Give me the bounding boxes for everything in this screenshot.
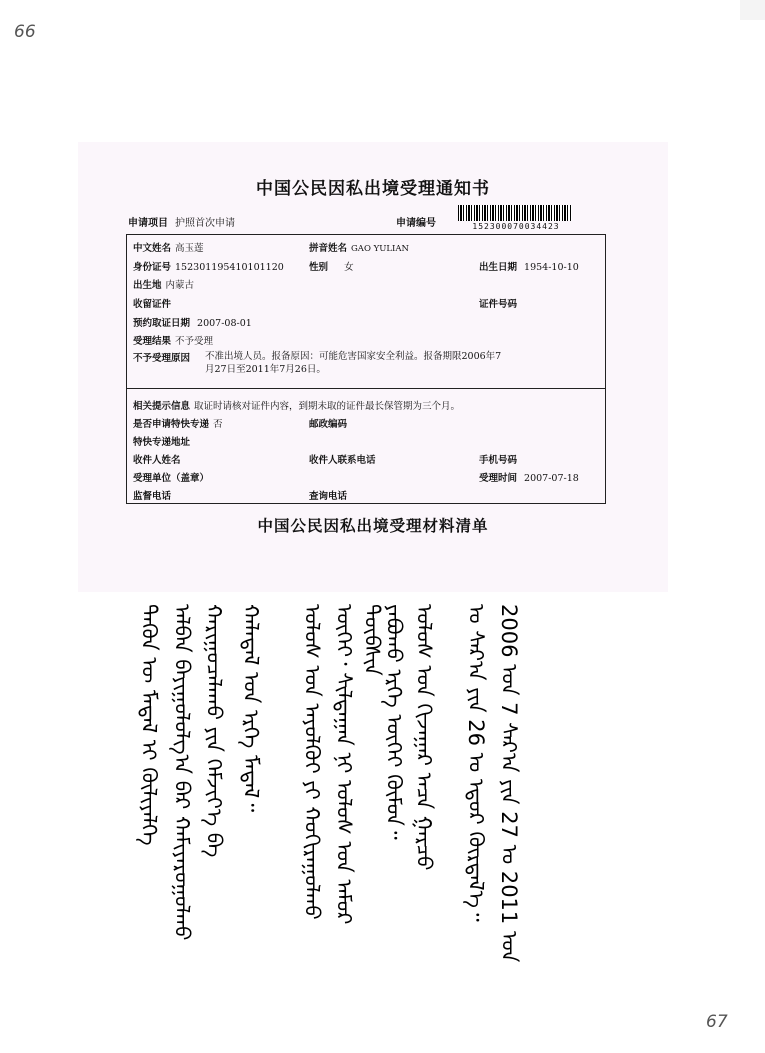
- inquiry-phone-field: 查询电话: [309, 491, 348, 502]
- application-number-label: 申请编号: [396, 218, 436, 229]
- application-item-label: 申请项目: [128, 218, 168, 229]
- chinese-name-field: 中文姓名 高玉莲: [133, 243, 204, 254]
- mongolian-column: ᠶᠠᠪᠤᠬᠤ ᠡᠷᠬᠡ ᠦᠭᠡᠢ ᠬᠦᠮᠦᠨ᠃: [382, 604, 406, 840]
- cert-number-field: 证件号码: [479, 299, 518, 310]
- retained-cert-field: 收留证件: [133, 299, 172, 310]
- mongolian-column: ᠤᠯᠤᠰ ᠤᠨ ᠠᠶᠤᠯᠭᠦᠢ ᠶᠢ ᠬᠣᠬᠢᠷᠠᠭᠤᠯᠬᠤ: [300, 604, 324, 920]
- id-number-field: 身份证号 152301195410101120: [133, 262, 284, 273]
- express-field: 是否申请特快专递 否: [133, 419, 223, 430]
- pinyin-name-field: 拼音姓名 GAO YULIAN: [309, 243, 409, 254]
- mobile-field: 手机号码: [479, 455, 518, 466]
- application-item-value: 护照首次申请: [174, 218, 235, 229]
- barcode: [458, 205, 572, 221]
- pickup-date-field: 预约取证日期 2007-08-01: [133, 318, 252, 329]
- divider: [127, 388, 605, 389]
- supervise-phone-field: 监督电话: [133, 491, 172, 502]
- gender-field: 性别 女: [309, 262, 354, 273]
- mongolian-column: ᠤᠯᠤᠰ ᠤᠨ ᠬᠢᠵᠠᠭᠠᠷ ᠠᠴᠠ ᠭᠠᠷᠴᠤ: [412, 604, 436, 871]
- recipient-field: 收件人姓名: [133, 455, 181, 466]
- application-item: [128, 214, 235, 229]
- page-number-top: 66: [14, 22, 36, 42]
- reason-label: 不予受理原因: [133, 353, 191, 364]
- barcode-number: 152300070034423: [472, 222, 560, 231]
- hint-field: 相关提示信息 取证时请核对证件内容，到期未取的证件最长保管期为三个月。: [133, 401, 461, 412]
- scan-edge: [740, 0, 765, 20]
- birthplace-field: 出生地 内蒙古: [133, 280, 195, 291]
- postcode-field: 邮政编码: [309, 419, 348, 430]
- mongolian-column: ᠠᠯᠪᠠᠨ ᠪᠠᠶᠢᠭᠤᠯᠤᠯᠭ᠎ᠠ ᠪᠠᠷ ᠬᠠᠮᠢᠶᠠᠷᠤᠭᠤᠯᠬᠤ: [170, 604, 194, 941]
- reason-text: 不准出境人员。报备原因：可能危害国家安全利益。报备期限2006年7月27日至2011年7月26日。: [205, 351, 502, 375]
- notice-title: 中国公民因私出境受理通知书: [256, 179, 490, 199]
- mongolian-column: ᠦᠭᠡᠢ᠂ ᠰᠢᠯᠲᠠᠭᠠᠨ ᠨᠢ ᠤᠯᠤᠰ ᠤᠨ ᠠᠮᠤᠷ ᠲᠦᠪᠰᠢᠨ: [332, 604, 384, 925]
- page-number-bottom: 67: [706, 1012, 728, 1032]
- mongolian-column: ᠬᠠᠷᠢᠭᠤᠴᠠᠯᠠᠬᠤ ᠶᠢᠨ ᠬᠡᠮᠵᠢᠶ᠎ᠡ ᠪᠠ: [202, 604, 226, 858]
- materials-list-title: 中国公民因私出境受理材料清单: [257, 516, 489, 535]
- express-address-field: 特快专递地址: [133, 437, 191, 448]
- accept-time-field: 受理时间 2007-07-18: [479, 473, 579, 484]
- recipient-phone-field: 收件人联系电话: [309, 455, 376, 466]
- mongolian-column: 2006 ᠤᠨ 7 ᠰᠠᠷ᠎ᠠ ᠶᠢᠨ 27 ᠤ 2011 ᠤᠨ: [497, 604, 521, 963]
- unit-field: 受理单位（盖章）: [133, 473, 210, 484]
- acceptance-notice-scan: [78, 142, 668, 592]
- mongolian-column: ᠲᠡᠭᠦᠨ ᠦ ᠮᠡᠳᠡᠯ ᠢ ᠬᠦᠯᠢᠶᠡᠯᠭᠡ: [137, 604, 161, 846]
- mongolian-column: ᠬᠠᠯᠠᠳᠠᠯ ᠤᠨ ᠡᠷᠬᠡ ᠮᠡᠳᠡᠯ᠃: [239, 604, 263, 813]
- notice-table: [126, 234, 606, 504]
- result-field: 受理结果 不予受理: [133, 336, 214, 347]
- birth-date-field: 出生日期 1954-10-10: [479, 262, 579, 273]
- mongolian-column: ᠤ ᠰᠠᠷ᠎ᠠ ᠶᠢᠨ 26 ᠤ ᠡᠳᠦᠷ ᠬᠦᠷᠲᠡᠯ᠎ᠡ᠃: [464, 604, 488, 922]
